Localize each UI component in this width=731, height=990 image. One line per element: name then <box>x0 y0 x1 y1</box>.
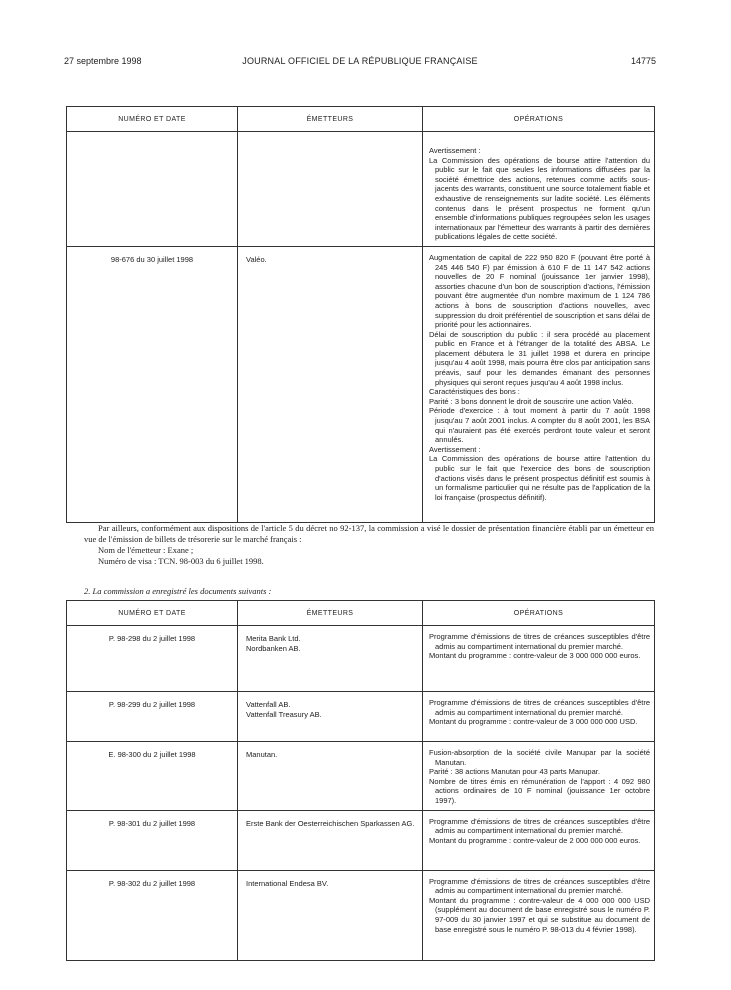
col-operations-header: OPÉRATIONS <box>423 601 655 626</box>
operation-paragraph: Programme d'émissions de titres de créances susceptibles d'être admis au compartiment international du premier marché. <box>429 876 650 896</box>
operation-paragraph: Parité : 3 bons donnent le droit de souscrire une action Valéo. <box>429 396 634 406</box>
operation-paragraph: Délai de souscription du public : il sera procédé au placement public en France et à l'étranger de la totalité des ABSA. Le placement débutera le 31 juillet 1998 et durera en principe jusqu'au 4 août 1998, mais pourra être clos par anticipation sans préavis, sauf pour les demandes émanant des personnes physiques qui seront reçues jusqu'au 4 août 1998 inclus. <box>429 329 650 387</box>
operation-paragraph: Fusion-absorption de la société civile Manupar par la société Manutan. <box>429 748 650 767</box>
table-row <box>67 626 655 692</box>
operations-table-1 <box>66 106 655 523</box>
operations-cell <box>423 692 655 742</box>
operation-paragraph: Programme d'émissions de titres de créances susceptibles d'être admis au compartiment international du premier marché. <box>429 698 650 717</box>
operations-cell <box>423 742 655 811</box>
operation-paragraph: Parité : 38 actions Manutan pour 43 parts Manupar. <box>429 767 600 777</box>
operation-paragraph: Montant du programme : contre-valeur de 2 000 000 000 euros. <box>429 835 641 845</box>
journal-title: JOURNAL OFFICIEL DE LA RÉPUBLIQUE FRANÇAISE <box>242 56 478 66</box>
warning-title: Avertissement : <box>429 146 481 155</box>
visa-paragraph-block <box>84 523 654 567</box>
operation-paragraph: Programme d'émissions de titres de créances susceptibles d'être admis au compartiment international du premier marché. <box>429 816 650 836</box>
page-number: 14775 <box>630 56 656 66</box>
operations-cell <box>423 246 655 522</box>
operation-paragraph: Montant du programme : contre-valeur de 4 000 000 000 USD (supplément au document de base enregistré sous le numéro P. 97-009 du 30 janvier 1997 et qui se substitue au document de base enregistré sous le numéro P. 98-013 du 4 février 1998). <box>429 895 650 934</box>
numero-cell: P. 98-298 du 2 juillet 1998 <box>67 626 238 692</box>
emetteur-cell: Valéo. <box>238 246 423 522</box>
operations-cell <box>423 810 655 870</box>
warning-text: La Commission des opérations de bourse attire l'attention du public sur le fait que seules les informations diffusées par la société émettrice des actions, retenues comme actifs sous-jacents des warrants, constituent une source totalement fiable et exhaustive de renseignements sur ladite société. Les éléments contenus dans le présent prospectus ne forment qu'un ensemble d'informations publiques regroupées selon les usages internationaux par l'émetteur des warrants à partir des dernières publications légales de cette société. <box>429 155 650 242</box>
visa-paragraph: Par ailleurs, conformément aux dispositions de l'article 5 du décret no 92-137, la commission a visé le dossier de présentation financière établi par un émetteur en vue de l'émission de billets de trésorerie sur le marché français : <box>84 523 654 544</box>
operation-paragraph: Nombre de titres émis en rémunération de l'apport : 4 092 980 actions ordinaires de 10 F nominal (jouissance 1er octobre 1997). <box>429 776 650 805</box>
operation-paragraph: Avertissement : <box>429 444 481 454</box>
table-row <box>67 870 655 960</box>
table-row <box>67 810 655 870</box>
numero-cell: 98-676 du 30 juillet 1998 <box>67 246 238 522</box>
numero-cell: P. 98-299 du 2 juillet 1998 <box>67 692 238 742</box>
numero-cell: E. 98-300 du 2 juillet 1998 <box>67 742 238 811</box>
operation-paragraph: Augmentation de capital de 222 950 820 F (pouvant être porté à 245 446 540 F) par émission à 610 F de 11 147 542 actions nouvelles de 20 F nominal (jouissance 1er janvier 1998), assorties chacune d'un bon de souscription d'actions, l'émission pouvant être augmentée d'un nombre maximum de 1 124 786 actions à bons de souscription d'actions nouvelles, avec suppression du droit préférentiel de souscription et sans délai de priorité pour les actionnaires. <box>429 252 650 330</box>
emetteur-cell <box>238 132 423 247</box>
emetteur-cell: Manutan. <box>238 742 423 811</box>
col-numero-header: NUMÉRO ET DATE <box>67 107 238 132</box>
operations-cell <box>423 132 655 247</box>
emetteur-cell: Vattenfall AB. Vattenfall Treasury AB. <box>238 692 423 742</box>
col-emetteurs-header: ÉMETTEURS <box>238 601 423 626</box>
table-row <box>67 132 655 247</box>
page-header <box>64 56 656 70</box>
section-heading: 2. La commission a enregistré les documents suivants : <box>84 586 272 596</box>
operations-table-2 <box>66 600 655 961</box>
emetteur-cell: International Endesa BV. <box>238 870 423 960</box>
numero-cell: P. 98-302 du 2 juillet 1998 <box>67 870 238 960</box>
numero-cell: P. 98-301 du 2 juillet 1998 <box>67 810 238 870</box>
visa-number-line: Numéro de visa : TCN. 98-003 du 6 juillet 1998. <box>98 556 264 566</box>
table-row <box>67 692 655 742</box>
table-header-row <box>67 107 655 132</box>
operation-paragraph: Montant du programme : contre-valeur de 3 000 000 000 euros. <box>429 651 641 661</box>
numero-cell <box>67 132 238 247</box>
operation-paragraph: Montant du programme : contre-valeur de 3 000 000 000 USD. <box>429 717 638 727</box>
issuer-name-line: Nom de l'émetteur : Exane ; <box>98 545 194 555</box>
operation-paragraph: Caractéristiques des bons : <box>429 387 520 397</box>
col-emetteurs-header: ÉMETTEURS <box>238 107 423 132</box>
emetteur-cell: Merita Bank Ltd. Nordbanken AB. <box>238 626 423 692</box>
col-numero-header: NUMÉRO ET DATE <box>67 601 238 626</box>
col-operations-header: OPÉRATIONS <box>423 107 655 132</box>
table-row <box>67 246 655 522</box>
header-date: 27 septembre 1998 <box>64 56 142 66</box>
operation-paragraph: Programme d'émissions de titres de créances susceptibles d'être admis au compartiment international du premier marché. <box>429 632 650 651</box>
table-header-row <box>67 601 655 626</box>
operation-paragraph: Période d'exercice : à tout moment à partir du 7 août 1998 jusqu'au 7 août 2001 inclus. A compter du 8 août 2001, les BSA qui n'auraient pas été exercés perdront toute valeur et seront annulés. <box>429 406 650 445</box>
operation-paragraph: La Commission des opérations de bourse attire l'attention du public sur le fait que l'exercice des bons de souscription d'actions visés dans le présent prospectus définitif est soumis à un formalisme particulier qui ne résulte pas de l'application de la loi française (prospectus définitif). <box>429 454 650 502</box>
table-row <box>67 742 655 811</box>
operations-cell <box>423 870 655 960</box>
operations-cell <box>423 626 655 692</box>
emetteur-cell: Erste Bank der Oesterreichischen Sparkassen AG. <box>238 810 423 870</box>
